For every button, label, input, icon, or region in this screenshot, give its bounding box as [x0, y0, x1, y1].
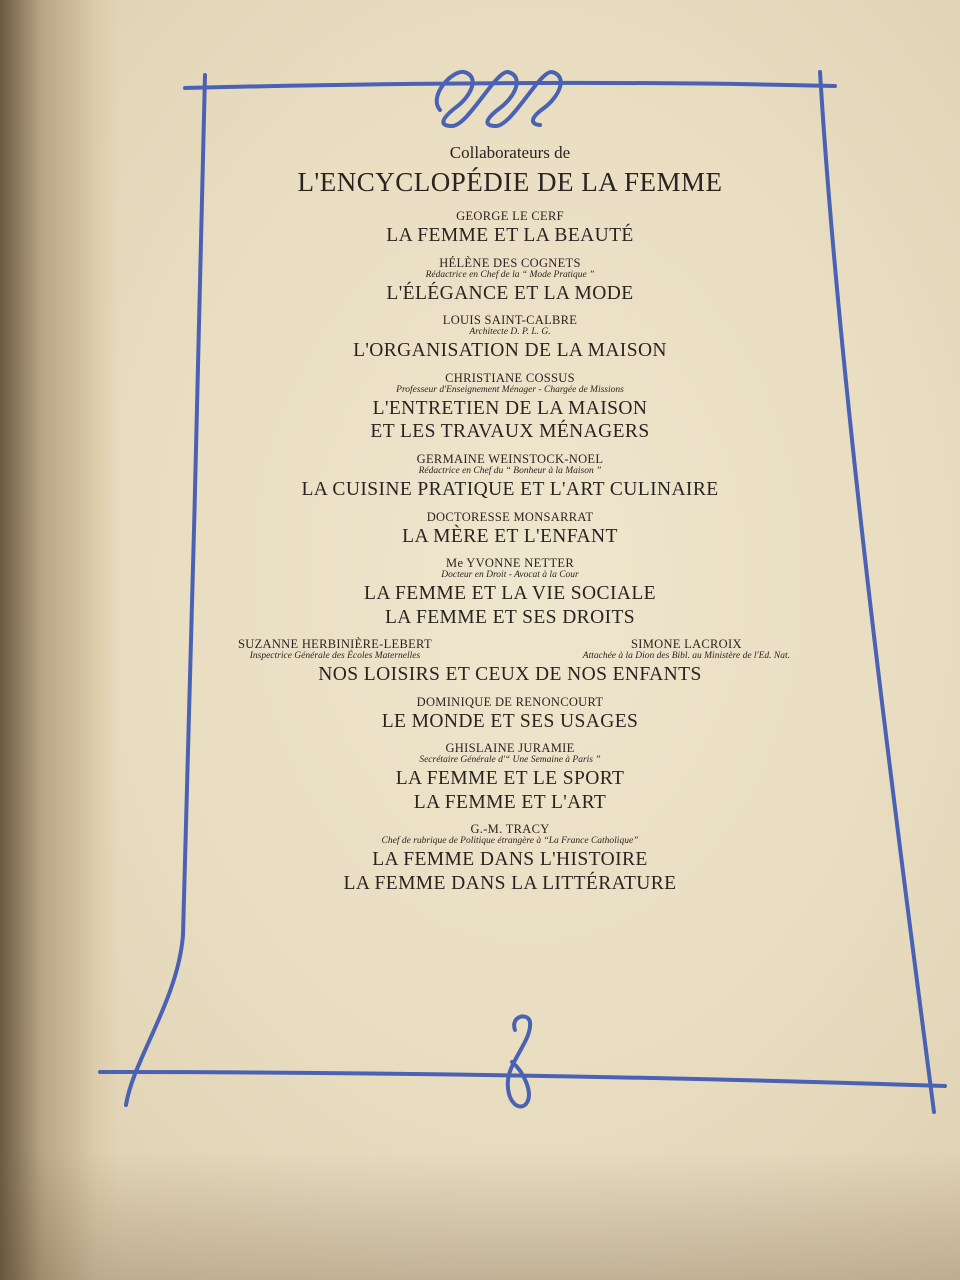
collaborator-entry: [200, 453, 820, 501]
entries-group-2: [200, 696, 820, 895]
author-role: Inspectrice Générale des Écoles Maternelles: [249, 651, 421, 662]
author-name: DOMINIQUE DE RENONCOURT: [416, 694, 604, 709]
frame-top-line: [185, 83, 835, 88]
collaborator-entry: [200, 823, 820, 894]
section-title: LA FEMME ET LA VIE SOCIALE: [364, 583, 656, 605]
author-name: GEORGE LE CERF: [456, 209, 564, 224]
shared-entry: [200, 638, 820, 662]
shared-entry-right: [583, 638, 790, 662]
author-role: Professeur d'Enseignement Ménager - Chargée de Missions: [396, 385, 624, 396]
entries-group-1: [200, 210, 820, 628]
author-name: GERMAINE WEINSTOCK-NOEL: [416, 451, 604, 466]
frame-left-line: [126, 75, 205, 1105]
collaborators-list: [200, 140, 820, 894]
author-name: G.-M. TRACY: [470, 822, 550, 837]
collaborator-entry: [200, 210, 820, 247]
author-name: GHISLAINE JURAMIE: [445, 741, 575, 756]
section-title: LA FEMME ET L'ART: [413, 791, 607, 813]
section-title: LA FEMME DANS L'HISTOIRE: [372, 849, 648, 871]
author-name: SUZANNE HERBINIÈRE-LEBERT: [238, 637, 432, 652]
section-title: L'ENTRETIEN DE LA MAISON: [372, 398, 648, 419]
author-role: Architecte D. P. L. G.: [469, 327, 551, 338]
section-title: LA FEMME ET SES DROITS: [384, 606, 636, 628]
collaborator-entry: [200, 696, 820, 733]
section-title: ET LES TRAVAUX MÉNAGERS: [370, 421, 650, 443]
collaborator-entry: [200, 511, 820, 548]
author-name: DOCTORESSE MONSARRAT: [426, 509, 594, 524]
collaborator-entry: [200, 314, 820, 362]
author-name: LOUIS SAINT-CALBRE: [442, 313, 578, 328]
collaborator-entry: [200, 742, 820, 813]
collaborator-entry: [200, 372, 820, 443]
section-title: L'ORGANISATION DE LA MAISON: [353, 340, 667, 362]
section-title: NOS LOISIRS ET CEUX DE NOS ENFANTS: [318, 664, 702, 686]
frame-right-line: [820, 72, 934, 1112]
collaborator-entry: [200, 257, 820, 305]
section-title: LA FEMME ET LE SPORT: [395, 768, 625, 790]
section-title: LA FEMME ET LA BEAUTÉ: [386, 225, 634, 247]
bottom-ornament: [508, 1016, 530, 1106]
top-ornament: [437, 72, 561, 126]
collaborator-entry: [200, 557, 820, 628]
section-title: LA MÈRE ET L'ENFANT: [402, 525, 618, 547]
author-role: Chef de rubrique de Politique étrangère à “La France Catholique”: [381, 836, 639, 847]
section-title: LA FEMME DANS LA LITTÉRATURE: [343, 872, 677, 894]
author-name: SIMONE LACROIX: [630, 637, 742, 652]
page-title: L'ENCYCLOPÉDIE DE LA FEMME: [297, 166, 723, 197]
author-name: Me YVONNE NETTER: [446, 556, 574, 571]
shared-entry-left: [238, 638, 432, 662]
section-title: LE MONDE ET SES USAGES: [381, 710, 639, 732]
author-role: Rédactrice en Chef de la “ Mode Pratique ”: [425, 269, 595, 280]
supertitle: Collaborateurs de: [449, 143, 571, 162]
author-name: CHRISTIANE COSSUS: [445, 370, 575, 385]
author-role: Attachée à la Dion des Bibl. au Ministère de l'Ed. Nat.: [582, 651, 790, 662]
author-role: Secrétaire Générale d'“ Une Semaine à Paris ”: [419, 755, 601, 766]
author-name: HÉLÈNE DES COGNETS: [439, 255, 581, 270]
author-role: Docteur en Droit - Avocat à la Cour: [441, 570, 579, 581]
section-title: LA CUISINE PRATIQUE ET L'ART CULINAIRE: [301, 479, 719, 501]
author-role: Rédactrice en Chef du “ Bonheur à la Maison ”: [418, 466, 602, 477]
section-title: L'ÉLÉGANCE ET LA MODE: [386, 282, 634, 304]
